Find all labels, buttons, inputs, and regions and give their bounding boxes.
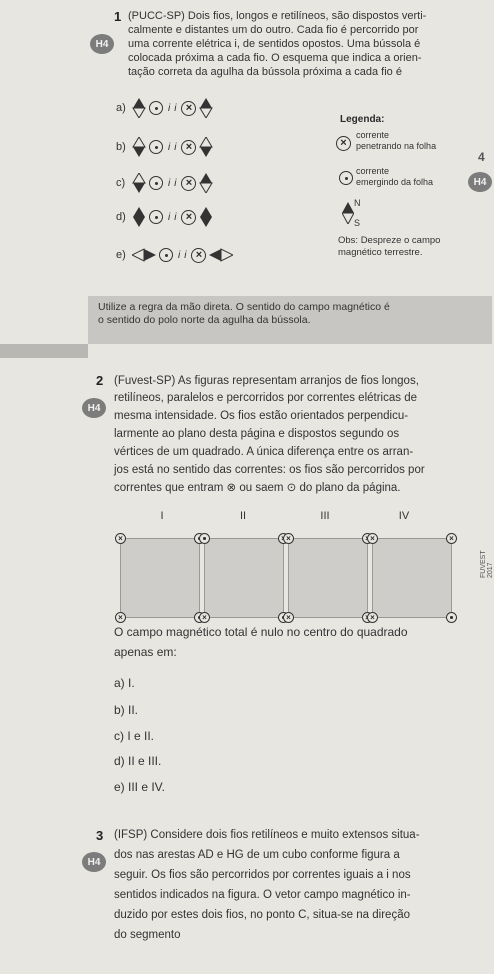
compass-down-icon — [199, 137, 213, 157]
compass-up-icon — [132, 207, 146, 227]
compass-up-icon — [199, 98, 213, 118]
compass-up-icon — [132, 137, 146, 157]
wire-in-icon: × — [367, 533, 378, 544]
compass-up-icon — [132, 98, 146, 118]
figure-label-2: II — [239, 510, 247, 522]
figure-square-1 — [118, 533, 200, 622]
figure-label-1: I — [160, 510, 164, 522]
figure-square-3 — [286, 533, 368, 622]
side-number: 4 — [478, 150, 485, 164]
wire-in-icon: × — [199, 612, 210, 623]
wire-out-icon — [159, 248, 173, 262]
answer-b[interactable]: b) II. — [114, 703, 139, 717]
wire-in-icon: × — [446, 533, 457, 544]
question-2-prompt: O campo magnético total é nulo no centro do quadrado — [114, 625, 408, 639]
option-b[interactable]: b) i i × — [116, 136, 213, 158]
wire-in-icon: × — [367, 612, 378, 623]
option-e[interactable]: e) i i × — [116, 244, 233, 266]
compass-up-icon — [199, 207, 213, 227]
wire-in-icon: × — [181, 176, 196, 191]
option-a[interactable]: a) i i × — [116, 97, 213, 119]
question-1-number: 1 — [114, 9, 122, 24]
answer-a[interactable]: a) I. — [114, 676, 135, 690]
wire-in-icon: × — [181, 101, 196, 116]
answer-d[interactable]: d) II e III. — [114, 754, 162, 768]
wire-out-icon — [339, 171, 353, 185]
wire-in-icon: × — [283, 612, 294, 623]
wire-out-icon — [199, 533, 210, 544]
compass-up-icon — [132, 173, 146, 193]
wire-in-icon: × — [191, 248, 206, 263]
side-badge: H4 — [468, 172, 492, 192]
question-2-prompt-2: apenas em: — [114, 645, 177, 659]
option-d[interactable]: d) i i × — [116, 206, 213, 228]
figure-square-2 — [202, 538, 284, 622]
wire-out-icon — [446, 612, 457, 623]
wire-out-icon — [149, 101, 163, 115]
source-note: FUVEST 2017 — [480, 550, 494, 578]
wire-in-icon: × — [336, 136, 351, 151]
textbook-page: 1 H4 (PUCC-SP) Dois fios, longos e retilíneos, são dispostos verti- calmente e distantes um do outro. Cada fio é percorrido por uma corrente elétrica i, de sentidos opostos. Uma bússola é colocada próxima a cada fio. O esquema que indica a orien- tação correta da agulha da bússola próxima a cada fio é a) i i × b) i i × c) i i × d) i i × e) i i × Legenda: × corrente penetrando na folha corrente emergindo da folha N S Obs: Despreze o campo magnético terrestre. 4 H4 Utilize a regra da mão direta. O sentido do campo magnético é o sentido do polo norte da agulha da bússola. 2 H4 (Fuvest-SP) As figuras representam arranjos de fios longos, retilíneos, paralelos e percorridos por correntes elétricas de mesma intensidade. Os fios estão orientados perpendicu- larmente ao plano desta página e dispostos segundo os vértices de um quadrado. A única diferença entre os arran- jos está no sentido das correntes: os fios são percorridos por correntes que entram ⊗ ou saem ⊙ do plano da página. I II III IV × × × × × × × × FUVEST 2017 O campo magnético total é nulo no centro do quadrado apenas em: a) I. b) II. c) I e II. d) II e III. e) III e IV. 3 H4 (IFSP) Considere dois fios retilíneos e muito extensos situa- dos nas arestas AD e HG de um cubo conforme figura a seguir. Os fios são percorridos por correntes iguais a i nos sentidos indicados na figura. O vetor campo magnético in- duzido por estes dois fios, no ponto C, situa-se na direção do segmento — [0, 0, 494, 974]
question-2-number: 2 — [96, 373, 104, 388]
figure-square-4 — [370, 533, 454, 622]
compass-legend-icon — [342, 202, 354, 224]
wire-in-icon: × — [181, 210, 196, 225]
tip-box: Utilize a regra da mão direta. O sentido do campo magnético é o sentido do polo norte da agulha da bússola. — [88, 296, 492, 344]
wire-out-icon — [149, 176, 163, 190]
answer-e[interactable]: e) III e IV. — [114, 780, 165, 794]
wire-in-icon: × — [115, 533, 126, 544]
wire-out-icon — [149, 140, 163, 154]
wire-out-icon — [149, 210, 163, 224]
wire-in-icon: × — [283, 533, 294, 544]
wire-in-icon: × — [115, 612, 126, 623]
wire-in-icon: × — [181, 140, 196, 155]
question-3-badge: H4 — [82, 852, 106, 872]
compass-up-icon — [199, 173, 213, 193]
figure-label-4: IV — [398, 510, 410, 522]
answer-c[interactable]: c) I e II. — [114, 729, 155, 743]
question-2-badge: H4 — [82, 398, 106, 418]
question-1-badge: H4 — [90, 34, 114, 54]
compass-right-icon — [132, 248, 156, 262]
divider-bar — [0, 344, 88, 358]
compass-left-icon — [209, 248, 233, 262]
option-c[interactable]: c) i i × — [116, 172, 213, 194]
question-3-number: 3 — [96, 828, 104, 843]
figure-label-3: III — [320, 510, 330, 522]
